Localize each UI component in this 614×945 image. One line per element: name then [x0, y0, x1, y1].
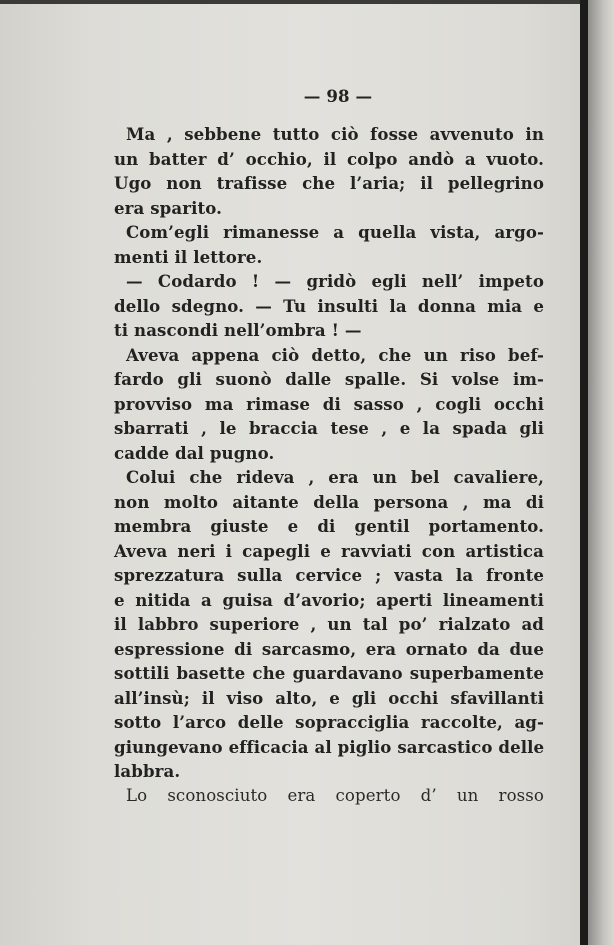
text-line: — Codardo ! — gridò egli nell’ impeto [126, 271, 544, 291]
text-line: Colui che rideva , era un bel cavaliere, [126, 467, 544, 487]
text-line: Aveva neri i capegli e ravviati con artistica [114, 540, 544, 561]
text-line: cadde dal pugno. [114, 442, 275, 463]
text-line: sotto l’arco delle sopracciglia raccolte, ag- [114, 712, 544, 732]
text-line: sprezzatura sulla cervice ; vasta la fronte [114, 565, 544, 585]
text-line: fardo gli suonò dalle spalle. Si volse im- [114, 369, 544, 389]
text-line: e nitida a guisa d’avorio; aperti lineamenti [114, 589, 544, 610]
paragraph-2 [114, 220, 544, 269]
text-line: labbra. [114, 761, 181, 781]
page-gutter-shadow [588, 0, 614, 945]
paragraph-5 [114, 465, 544, 784]
text-line: Com’egli rimanesse a quella vista, argo- [126, 222, 544, 242]
paragraph-4 [114, 343, 544, 466]
text-line: era sparito. [114, 197, 222, 218]
text-body [114, 84, 544, 808]
text-line: dello sdegno. — Tu insulti la donna mia e [114, 295, 544, 316]
text-line: membra giuste e di gentil portamento. [114, 516, 544, 536]
text-line: sbarrati , le braccia tese , e la spada gli [114, 418, 544, 438]
text-line: Ma , sebbene tutto ciò fosse avvenuto in [126, 124, 544, 144]
paragraph-3 [114, 269, 544, 343]
text-line: giungevano efficacia al piglio sarcastico delle [114, 736, 545, 757]
paragraph-1 [114, 122, 544, 220]
page-top-edge [0, 0, 614, 4]
text-line: espressione di sarcasmo, era ornato da due [114, 638, 544, 659]
paragraph-6 [114, 784, 544, 809]
text-line: un batter d’ occhio, il colpo andò a vuoto. [114, 148, 544, 169]
text-line: provviso ma rimase di sasso , cogli occhi [114, 393, 544, 414]
text-line: Lo sconosciuto era coperto d’ un rosso [126, 785, 544, 805]
text-line: menti il lettore. [114, 246, 263, 267]
text-line: Ugo non trafisse che l’aria; il pellegrino [114, 173, 544, 193]
text-line: il labbro superiore , un tal po’ rialzato ad [114, 614, 544, 634]
text-line: ti nascondi nell’ombra ! — [114, 320, 362, 340]
text-line: Aveva appena ciò detto, che un riso bef- [126, 344, 544, 365]
text-line: sottili basette che guardavano superbamente [114, 663, 544, 683]
book-spine [580, 0, 588, 945]
text-line: non molto aitante della persona , ma di [114, 491, 544, 512]
page-number: — 98 — [303, 86, 373, 106]
text-line: all’insù; il viso alto, e gli occhi sfavillanti [114, 687, 544, 708]
